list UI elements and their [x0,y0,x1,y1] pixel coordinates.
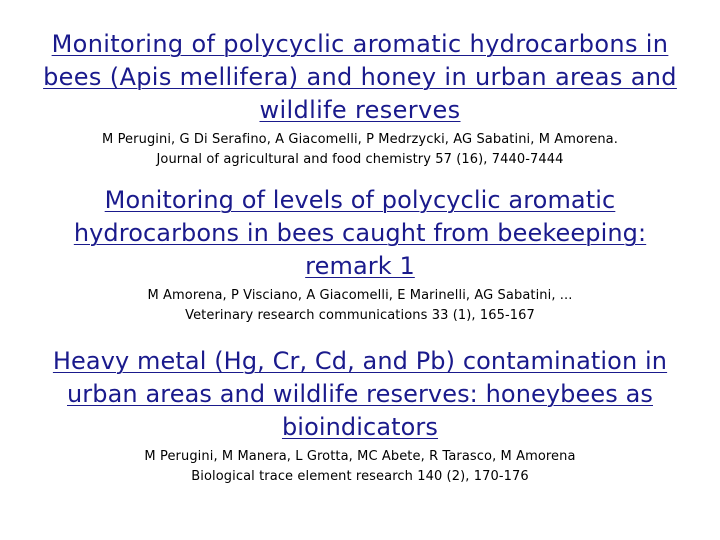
title-line: remark 1 [305,252,415,280]
title-line: hydrocarbons in bees caught from beekeeping: [73,219,647,247]
reference-authors: M Amorena, P Visciano, A Giacomelli, E Marinelli, AG Sabatini, ... [147,288,573,303]
title-line: bioindicators [281,413,439,441]
title-line: wildlife reserves [259,96,461,124]
reference-entry [18,345,702,487]
reference-journal: Veterinary research communications 33 (1), 165-167 [185,308,535,323]
reference-authors: M Perugini, M Manera, L Grotta, MC Abete, R Tarasco, M Amorena [144,449,576,464]
reference-title-link[interactable] [18,184,702,283]
title-line: urban areas and wildlife reserves: honeybees as [67,380,653,408]
reference-title-link[interactable] [18,345,702,444]
reference-journal: Biological trace element research 140 (2), 170-176 [191,469,529,484]
title-line: bees (Apis mellifera) and honey in urban areas and [43,63,677,91]
reference-entry [18,28,702,170]
title-line: Monitoring of levels of polycyclic aromatic [104,186,616,214]
reference-journal: Journal of agricultural and food chemistry 57 (16), 7440-7444 [156,152,564,167]
title-line: Heavy metal (Hg, Cr, Cd, and Pb) contamination in [52,347,668,375]
reference-title-link[interactable] [18,28,702,127]
reference-authors: M Perugini, G Di Serafino, A Giacomelli, P Medrzycki, AG Sabatini, M Amorena. [102,132,618,147]
reference-entry [18,184,702,326]
title-line: Monitoring of polycyclic aromatic hydrocarbons in [51,30,669,58]
